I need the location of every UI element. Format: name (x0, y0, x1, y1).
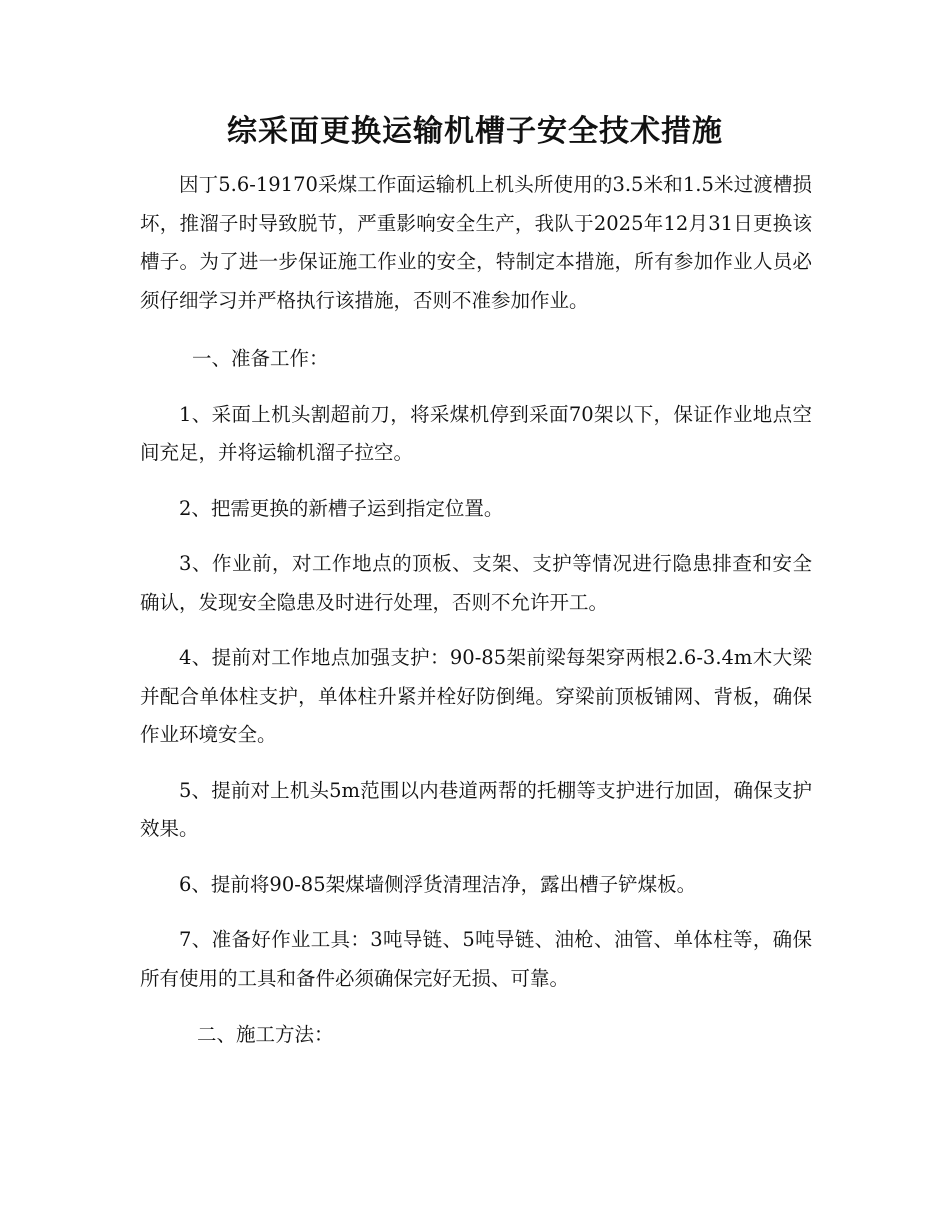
preparation-item-6: 6、提前将90-85架煤墙侧浮货清理洁净，露出槽子铲煤板。 (179, 872, 697, 896)
preparation-item-7: 7、准备好作业工具：3吨导链、5吨导链、油枪、油管、单体柱等，确保所有使用的工具和备件必须确保完好无损、可靠。 (140, 928, 812, 990)
document-title: 综采面更换运输机槽子安全技术措施 (227, 114, 723, 149)
section-heading-preparation: 一、准备工作： (192, 347, 329, 370)
document-body (140, 166, 812, 1072)
section-heading-construction-method: 二、施工方法： (197, 1023, 334, 1046)
preparation-item-3: 3、作业前，对工作地点的顶板、支架、支护等情况进行隐患排查和安全确认，发现安全隐患及时进行处理，否则不允许开工。 (140, 552, 812, 614)
preparation-item-1: 1、采面上机头割超前刀，将采煤机停到采面70架以下，保证作业地点空间充足，并将运输机溜子拉空。 (140, 402, 812, 464)
preparation-item-5: 5、提前对上机头5m范围以内巷道两帮的托棚等支护进行加固，确保支护效果。 (140, 778, 812, 840)
intro-paragraph: 因丁5.6-19170采煤工作面运输机上机头所使用的3.5米和1.5米过渡槽损坏，推溜子时导致脱节，严重影响安全生产，我队于2025年12月31日更换该槽子。为了进一步保证施工作业的安全，特制定本措施，所有参加作业人员必须仔细学习并严格执行该措施，否则不准参加作业。 (140, 173, 812, 312)
preparation-item-4: 4、提前对工作地点加强支护：90-85架前梁每架穿两根2.6-3.4m木大梁并配合单体柱支护，单体柱升紧并栓好防倒绳。穿梁前顶板铺网、背板，确保作业环境安全。 (140, 646, 812, 746)
preparation-item-2: 2、把需更换的新槽子运到指定位置。 (179, 496, 504, 520)
